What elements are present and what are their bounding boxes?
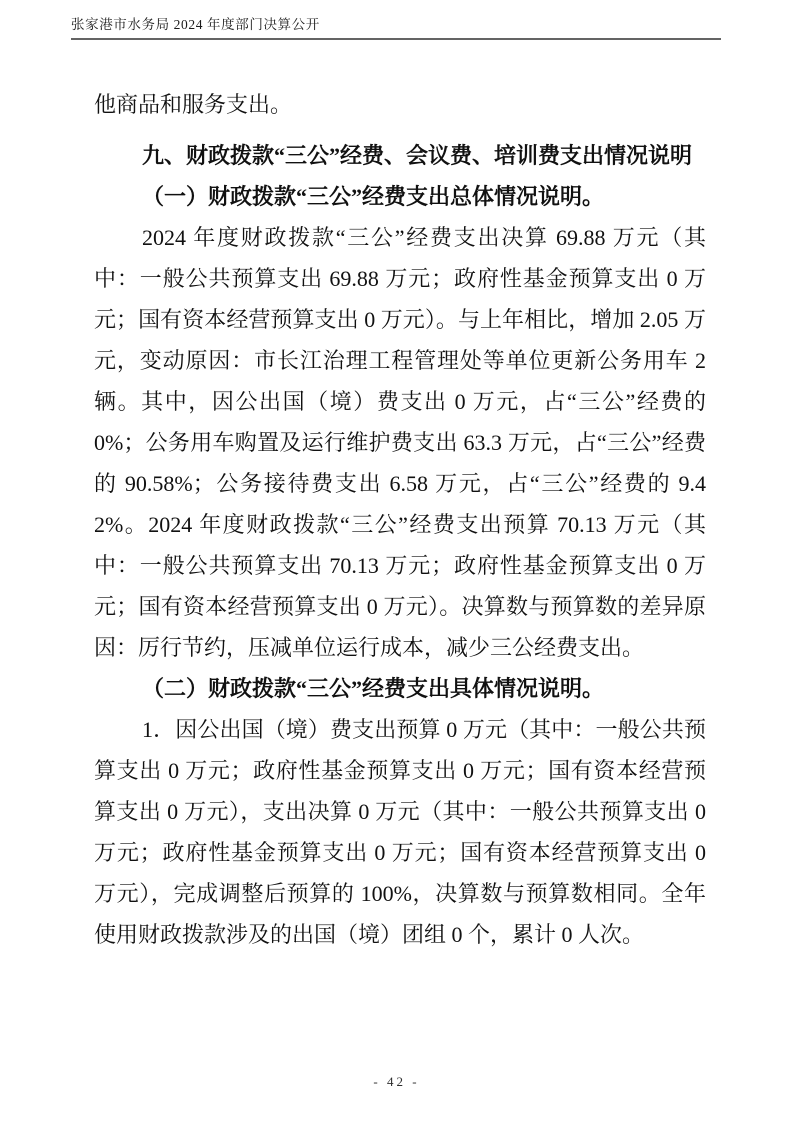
page-number: - 42 - xyxy=(373,1074,420,1089)
section-heading-nine: 九、财政拨款“三公”经费、会议费、培训费支出情况说明 xyxy=(142,143,693,168)
header-rule xyxy=(71,38,721,40)
page-footer xyxy=(0,1074,793,1090)
paragraph-continuation: 他商品和服务支出。 xyxy=(94,92,293,117)
subsection-one-body: 2024 年度财政拨款“三公”经费支出决算 69.88 万元（其中：一般公共预算支出 69.88 万元；政府性基金预算支出 0 万元；国有资本经营预算支出 0 万元）。与上年相比，增加 2.05 万元，变动原因：市长江治理工程管理处等单位更新公务用车 2 辆。其中，因公出国（境）费支出 0 万元，占“三公”经费的 0%；公务用车购置及运行维护费支出 63.3 万元，占“三公”经费的 90.58%；公务接待费支出 6.58 万元，占“三公”经费的 9.42%。2024 年度财政拨款“三公”经费支出预算 70.13 万元（其中：一般公共预算支出 70.13 万元；政府性基金预算支出 0 万元；国有资本经营预算支出 0 万元）。决算数与预算数的差异原因：厉行节约，压减单位运行成本，减少三公经费支出。 xyxy=(94,225,706,660)
header-title: 张家港市水务局 2024 年度部门决算公开 xyxy=(71,17,320,32)
subsection-heading-one: （一）财政拨款“三公”经费支出总体情况说明。 xyxy=(142,184,605,209)
subsection-heading-two: （二）财政拨款“三公”经费支出具体情况说明。 xyxy=(142,676,605,701)
subsection-two-item-one: 1．因公出国（境）费支出预算 0 万元（其中：一般公共预算支出 0 万元；政府性基金预算支出 0 万元；国有资本经营预算支出 0 万元），支出决算 0 万元（其中：一般公共预算支出 0 万元；政府性基金预算支出 0 万元；国有资本经营预算支出 0 万元），完成调整后预算的 100%，决算数与预算数相同。全年使用财政拨款涉及的出国（境）团组 0 个，累计 0 人次。 xyxy=(94,717,706,947)
document-body xyxy=(94,84,706,955)
page-header xyxy=(71,13,721,40)
